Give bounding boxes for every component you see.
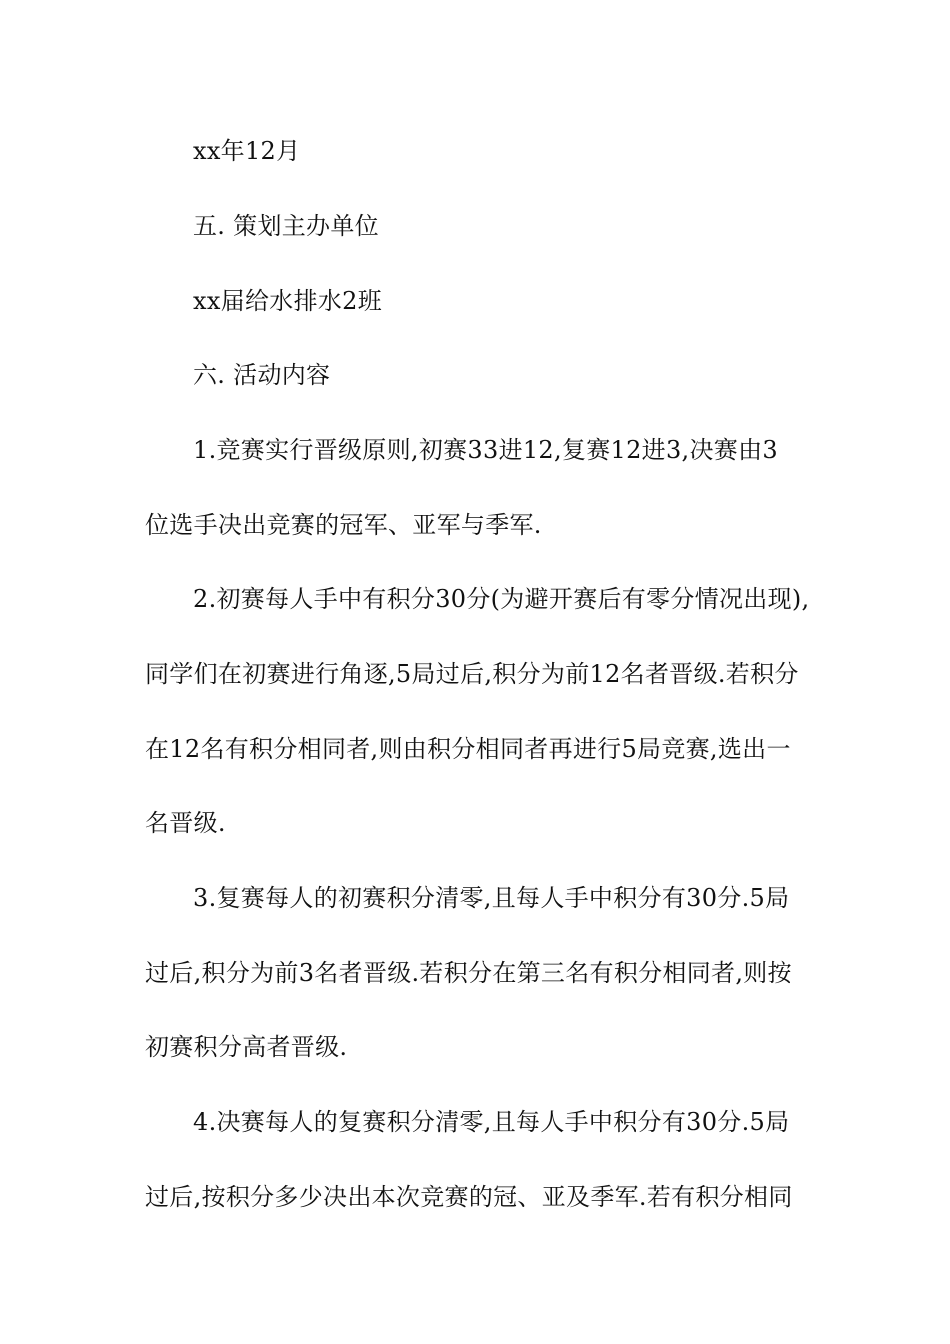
paragraph-2-line-2: 同学们在初赛进行角逐,5局过后,积分为前12名者晋级.若积分 bbox=[145, 660, 799, 688]
paragraph-1-line-1: 1.竞赛实行晋级原则,初赛33进12,复赛12进3,决赛由3 bbox=[193, 436, 778, 464]
paragraph-3-line-2: 过后,积分为前3名者晋级.若积分在第三名有积分相同者,则按 bbox=[145, 959, 792, 987]
paragraph-4-line-2: 过后,按积分多少决出本次竞赛的冠、亚及季军.若有积分相同 bbox=[145, 1183, 793, 1211]
paragraph-2-line-3: 在12名有积分相同者,则由积分相同者再进行5局竞赛,选出一 bbox=[145, 735, 791, 763]
section-heading-content: 六. 活动内容 bbox=[193, 361, 331, 389]
organizer-text: xx届给水排水2班 bbox=[193, 287, 383, 315]
paragraph-2-line-4: 名晋级. bbox=[145, 809, 226, 837]
paragraph-2-line-1: 2.初赛每人手中有积分30分(为避开赛后有零分情况出现), bbox=[193, 585, 810, 613]
date-line: xx年12月 bbox=[193, 137, 301, 165]
paragraph-3-line-3: 初赛积分高者晋级. bbox=[145, 1033, 348, 1061]
paragraph-4-line-1: 4.决赛每人的复赛积分清零,且每人手中积分有30分.5局 bbox=[193, 1108, 790, 1136]
paragraph-1-line-2: 位选手决出竞赛的冠军、亚军与季军. bbox=[145, 511, 542, 539]
section-heading-organizer: 五. 策划主办单位 bbox=[193, 212, 379, 240]
paragraph-3-line-1: 3.复赛每人的初赛积分清零,且每人手中积分有30分.5局 bbox=[193, 884, 790, 912]
